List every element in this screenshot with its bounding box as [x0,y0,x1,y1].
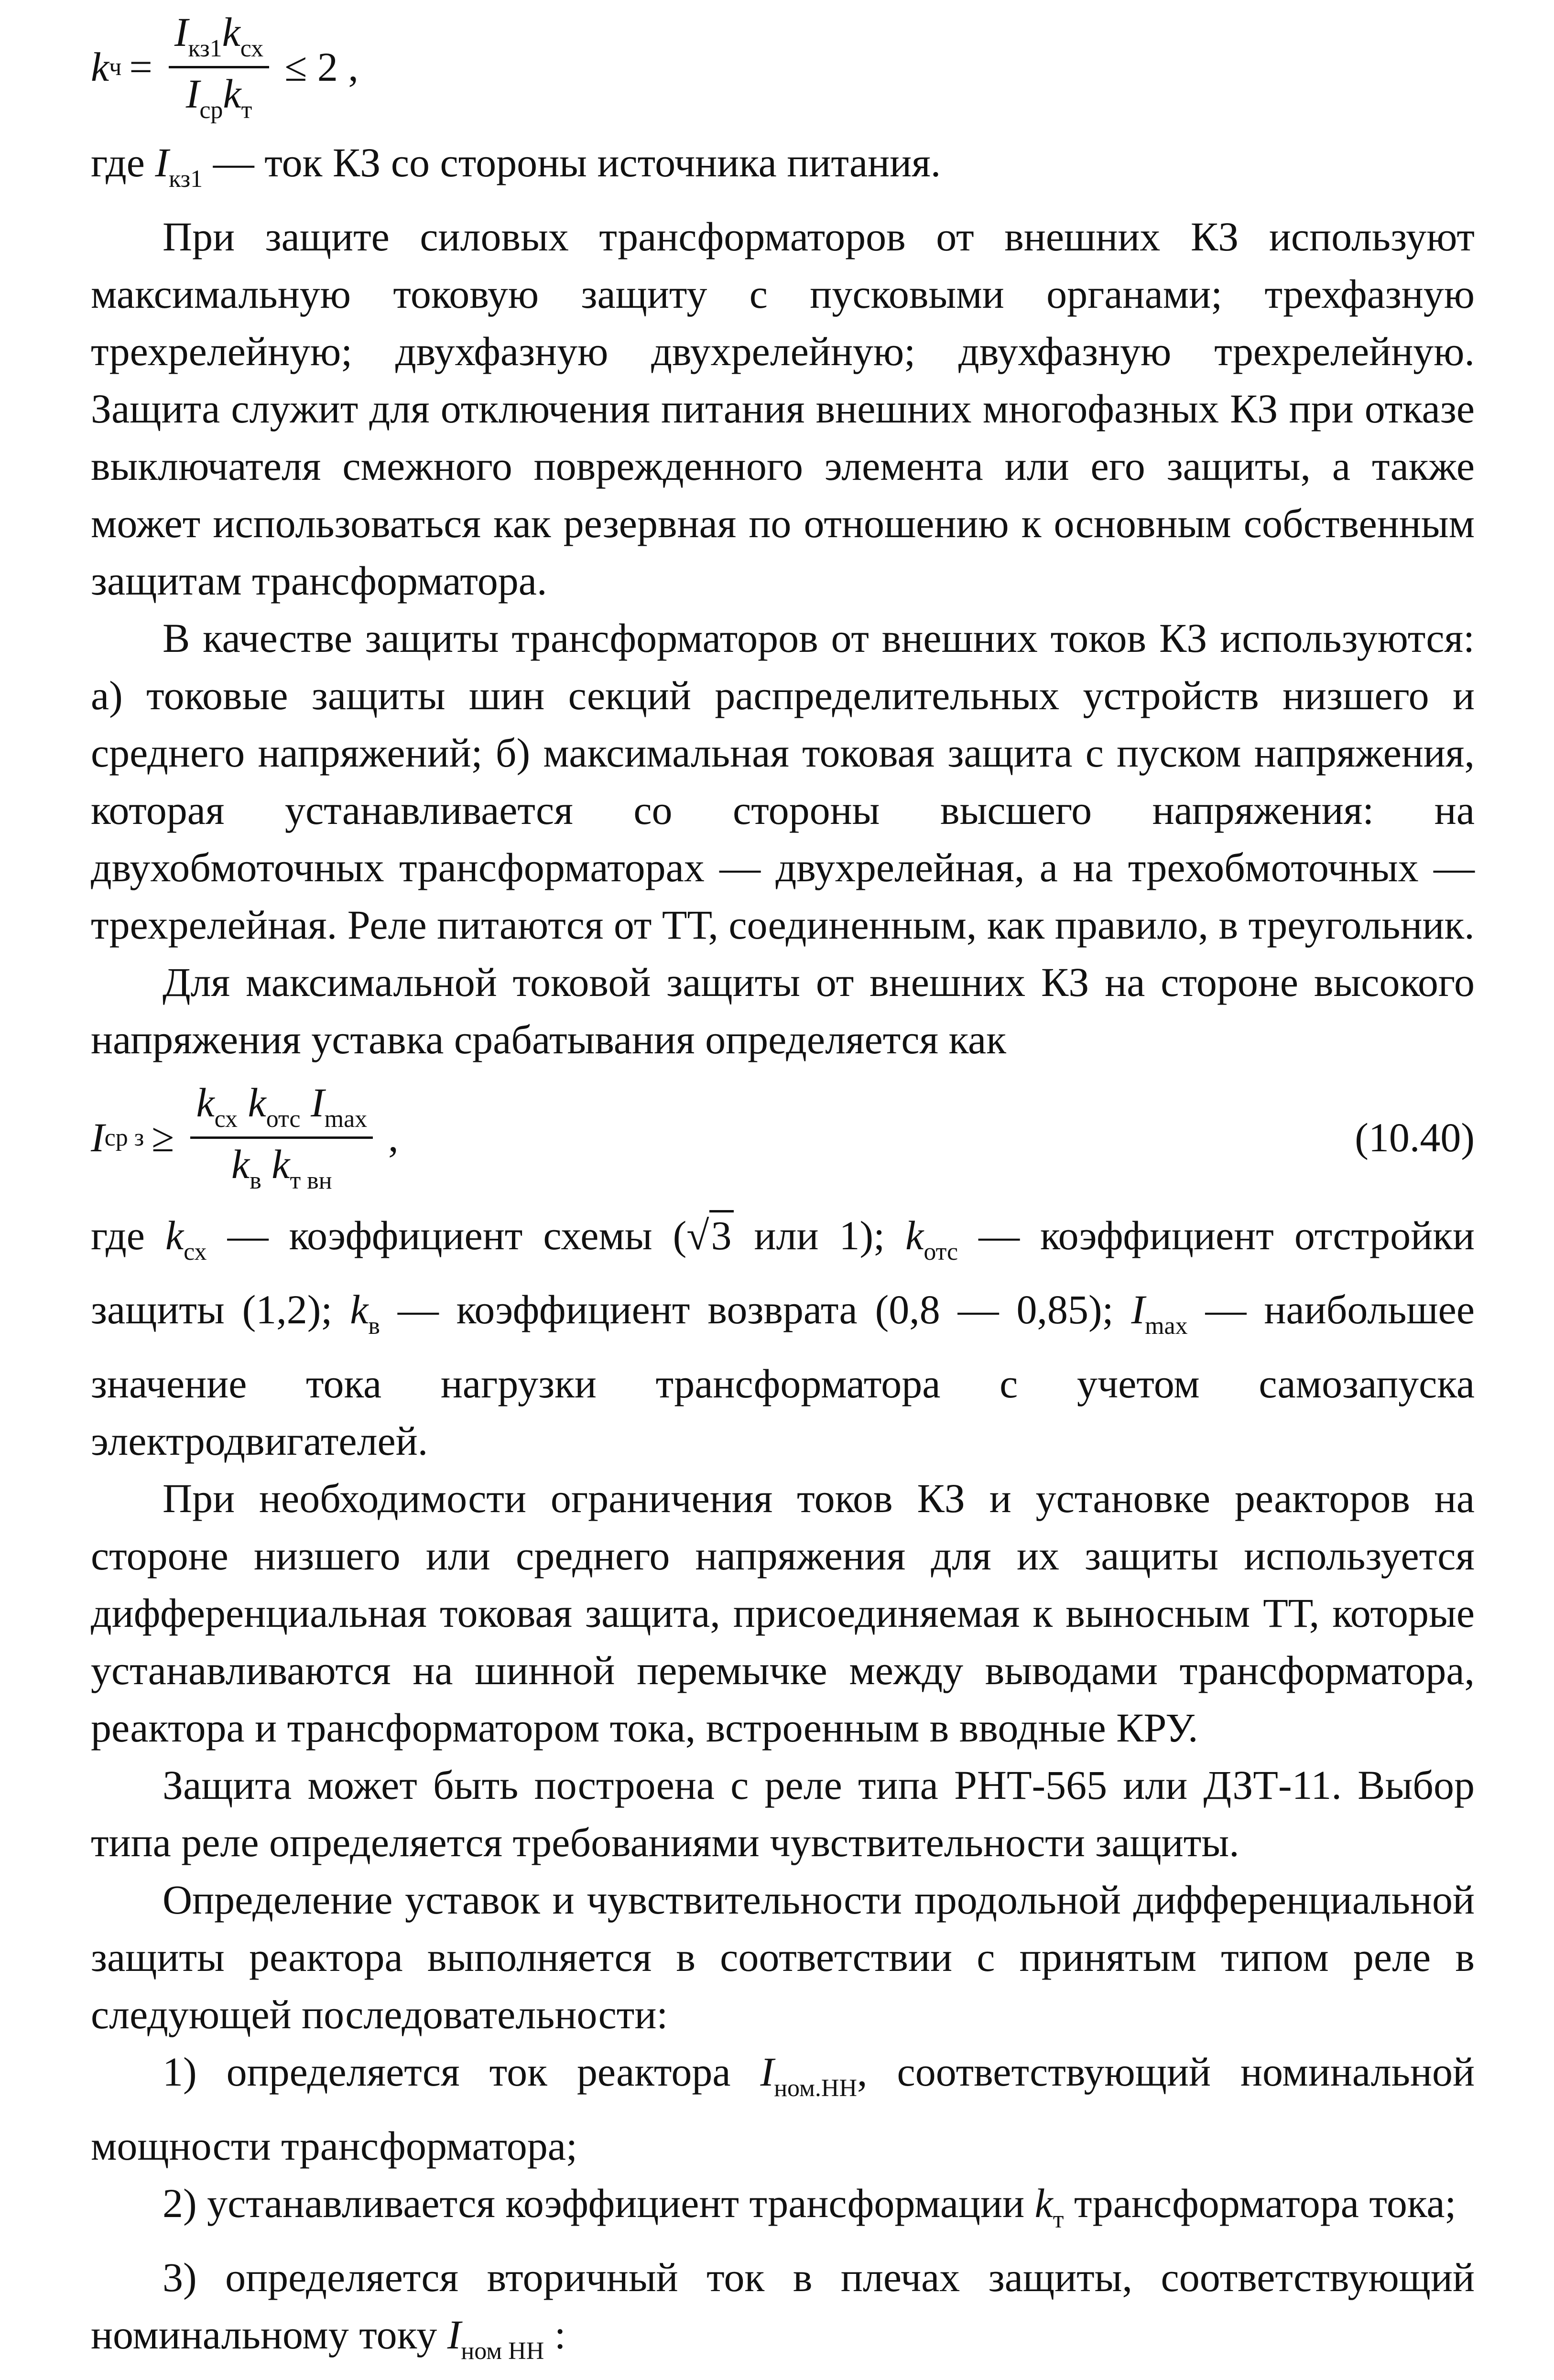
formula-sub: ср з [104,1124,144,1151]
fraction-bar [169,66,269,68]
document-page [91,9,1475,2365]
text: 3) определяется вторичный ток в плечах защиты, соответствующий номинальному току [91,2254,1475,2358]
formula-var: k [905,1212,924,1258]
formula-tail: , [388,1114,399,1160]
text: где [91,140,145,185]
sqrt-body: 3 [709,1210,734,1258]
fraction-denominator [226,1143,338,1194]
text: трансформатора тока; [1064,2180,1456,2226]
formula-sub: сх [214,1105,238,1133]
formula-var: k [350,1287,369,1332]
sqrt-symbol: √3 [686,1210,733,1258]
text: — наибольшее значение тока нагрузки трансформатора с учетом самозапуска электродвигателей. [91,1287,1475,1464]
formula-var: I [91,1114,105,1160]
formula-var: I [310,1079,325,1125]
fraction-numerator [169,11,269,62]
formula-var: k [223,70,241,117]
text: 2) устанавливается коэффициент трансформации [163,2180,1035,2226]
paragraph-6: Защита может быть построена с реле типа РНТ-565 или ДЗТ-11. Выбор типа реле определяется требованиями чувствительности защиты. [91,1762,1475,1865]
fraction-numerator [190,1081,373,1133]
formula-var: I [1131,1287,1145,1332]
formula-var: I [447,2312,461,2358]
formula-sub: т вн [290,1167,332,1194]
text: : [544,2312,566,2358]
text: — ток КЗ со стороны источника питания. [203,140,941,185]
formula-rhs: ≤ 2 , [284,44,359,90]
equation-number: (10.40) [1355,1114,1475,1160]
text: где [91,1212,165,1258]
formula-sub: ном.НН [774,2075,858,2102]
text: — коэффициент возврата (0,8 — 0,85); [380,1287,1131,1332]
text: , соответствующий номинальной мощности трансформатора; [91,2049,1475,2169]
formula-var: k [165,1212,184,1258]
formula-sub: кз1 [188,34,222,62]
formula-sub: в [250,1167,261,1194]
formula-sub: т [241,96,252,124]
formula-fraction [190,1081,373,1194]
formula-sub: ном НН [461,2337,544,2365]
list-item-2 [91,2174,1475,2249]
paragraph-2: В качестве защиты трансформаторов от внешних токов КЗ используются: а) токовые защиты шин секций распределительных устройств низшего и среднего напряжений; б) максимальная токовая защита с пуском напряжения, которая устанавливается со стороны высшего напряжения: на двухобмоточных трансформаторах — двухрелейная, а на трехобмоточных — трехрелейная. Реле питаются от ТТ, соединенным, как правило, в треугольник. [91,615,1475,948]
paragraph-1: При защите силовых трансформаторов от внешних КЗ используют максимальную токовую защиту с пусковыми органами; трехфазную трехрелейную; двухфазную двухрелейную; двухфазную трехрелейную. Защита служит для отключения питания внешних многофазных КЗ при отказе выключателя смежного поврежденного элемента или его защиты, а также может использоваться как резервная по отношению к основным собственным защитам трансформатора. [91,214,1475,604]
formula-lhs [91,1114,144,1161]
formula-sub: max [324,1105,368,1133]
formula-sensitivity [91,0,1475,134]
formula-var: I [760,2049,774,2095]
paragraph-7: Определение уставок и чувствительности продольной дифференциальной защиты реактора выполняется в соответствии с принятым типом реле в следующей последовательности: [91,1877,1475,2037]
formula-sub: кз1 [169,165,203,193]
formula-var: I [185,70,200,117]
paragraph-5: При необходимости ограничения токов КЗ и установке реакторов на стороне низшего или среднего напряжения для их защиты используется дифференциальная токовая защита, присоединяемая к выносным ТТ, которые устанавливаются на шинной перемычке между выводами трансформатора, реактора и трансформатором тока, встроенным в вводные КРУ. [91,1475,1475,1751]
formula-var: k [231,1141,250,1187]
formula-var: k [1034,2180,1053,2226]
formula-sub: ср [199,96,223,124]
list-item-1 [91,2043,1475,2174]
formula-var: k [272,1141,290,1187]
text: 1) определяется ток реактора [163,2049,761,2095]
paragraph-where-1 [91,134,1475,208]
formula-operator: ≥ [152,1114,174,1160]
formula-sub: сх [184,1238,207,1266]
equals-sign: = [129,44,152,90]
text: — коэффициент отстройки защиты (1,2); [91,1212,1475,1332]
formula-var: I [155,140,169,185]
formula-var: k [222,9,240,55]
formula-sub: ч [109,53,122,81]
fraction-denominator [180,72,258,124]
formula-10-40 [91,1068,1475,1207]
formula-sub: сх [240,34,264,62]
formula-sub: отс [266,1105,301,1133]
formula-var: k [91,44,109,90]
formula-sub: отс [924,1238,958,1266]
list-item-3 [91,2249,1475,2380]
fraction-bar [190,1136,373,1139]
formula-sub: в [368,1312,380,1340]
formula-sub: т [1053,2206,1064,2233]
paragraph-3: Для максимальной токовой защиты от внешних КЗ на стороне высокого напряжения уставка срабатывания определяется как [91,959,1475,1062]
paragraph-where-2 [91,1207,1475,1470]
formula-fraction [169,11,269,123]
text: или 1); [733,1212,906,1258]
formula-var: I [174,9,188,55]
formula-sub: max [1145,1312,1188,1340]
formula-var: k [248,1079,266,1125]
formula-var: k [196,1079,215,1125]
text: — коэффициент схемы ( [206,1212,687,1258]
formula-lhs [91,43,121,91]
